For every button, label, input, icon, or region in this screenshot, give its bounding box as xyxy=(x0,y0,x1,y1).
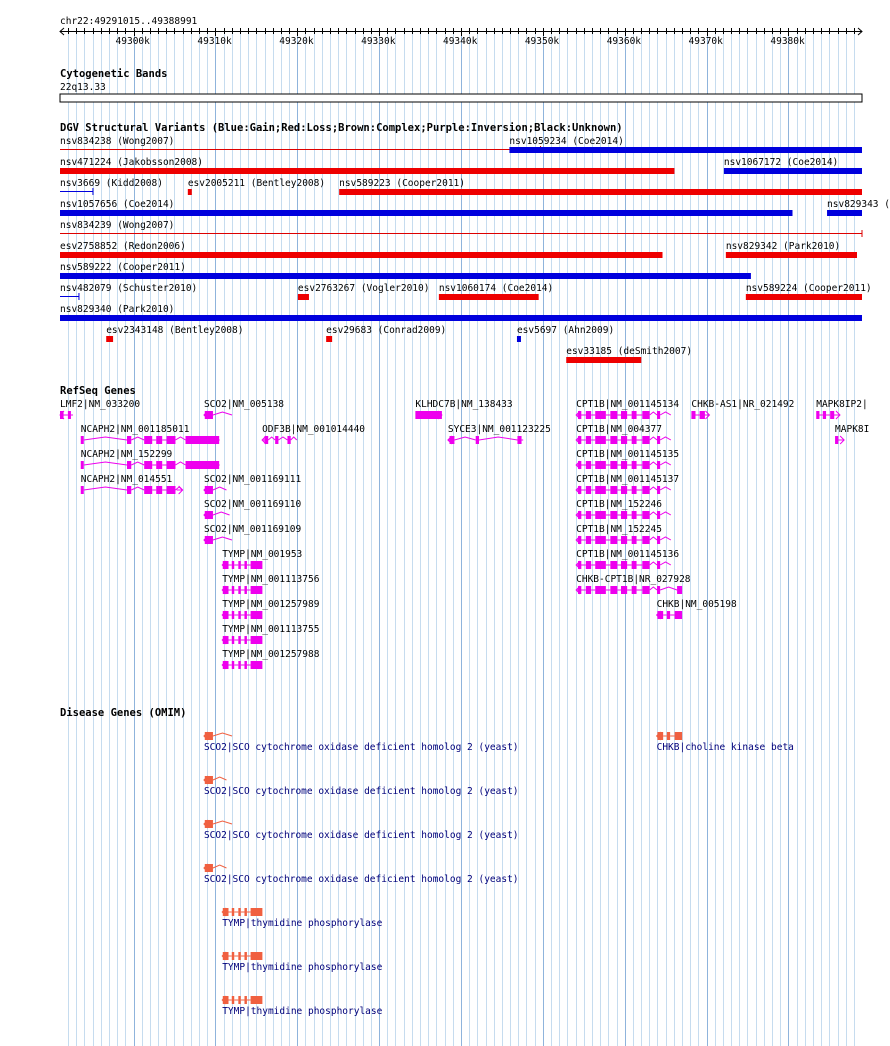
exon[interactable] xyxy=(167,436,176,444)
exon[interactable] xyxy=(632,536,637,544)
ruler-tick-label: 49350k xyxy=(524,36,560,47)
gene-label: TYMP|NM_001113756 xyxy=(222,574,320,585)
exon[interactable] xyxy=(238,661,240,669)
exon[interactable] xyxy=(835,436,838,444)
structural-variant[interactable] xyxy=(60,262,751,279)
gene-model[interactable] xyxy=(262,424,365,444)
exon[interactable] xyxy=(642,411,649,419)
gene-label: CHKB-AS1|NR_021492 xyxy=(691,399,795,410)
variant-bar[interactable] xyxy=(298,294,309,300)
gene-model[interactable] xyxy=(204,499,302,519)
structural-variant[interactable] xyxy=(827,199,890,216)
gene-label: NCAPH2|NM_014551 xyxy=(80,474,173,485)
gene-model[interactable] xyxy=(222,996,382,1017)
exon[interactable] xyxy=(244,586,246,594)
exon[interactable] xyxy=(232,908,234,916)
exon[interactable] xyxy=(244,952,246,960)
gene-label: TYMP|NM_001113755 xyxy=(222,624,320,635)
exon[interactable] xyxy=(586,561,591,569)
exon[interactable] xyxy=(244,561,246,569)
exon[interactable] xyxy=(657,486,660,494)
exon[interactable] xyxy=(232,636,234,644)
intron xyxy=(660,562,671,565)
variant-label: nsv589224 (Cooper2011) xyxy=(745,283,872,294)
variant-label: esv2005211 (Bentley2008) xyxy=(187,178,326,189)
gene-model[interactable] xyxy=(222,908,382,929)
variant-label: esv2343148 (Bentley2008) xyxy=(106,325,244,336)
gene-label: TYMP|NM_001257988 xyxy=(222,649,320,660)
exon[interactable] xyxy=(642,511,649,519)
gene-model[interactable] xyxy=(204,820,519,841)
exon[interactable] xyxy=(232,996,234,1004)
exon[interactable] xyxy=(610,536,617,544)
gene-model[interactable] xyxy=(576,399,679,419)
exon[interactable] xyxy=(251,996,263,1004)
gene-label: TYMP|NM_001257989 xyxy=(222,599,320,610)
gene-label: MAPK8IP2| xyxy=(816,399,868,410)
variant-bar[interactable] xyxy=(509,147,862,153)
gene-model[interactable] xyxy=(222,952,382,973)
exon[interactable] xyxy=(632,436,637,444)
structural-variant[interactable] xyxy=(60,178,163,195)
variant-label: nsv829342 (Park2010) xyxy=(725,241,841,252)
exon[interactable] xyxy=(823,411,826,419)
variant-bar[interactable] xyxy=(60,168,674,174)
exon[interactable] xyxy=(244,996,246,1004)
exon[interactable] xyxy=(127,436,131,444)
exon[interactable] xyxy=(642,436,649,444)
exon[interactable] xyxy=(595,411,606,419)
exon[interactable] xyxy=(657,561,660,569)
exon[interactable] xyxy=(156,486,162,494)
exon[interactable] xyxy=(68,411,71,419)
exon[interactable] xyxy=(586,461,591,469)
gene-label: SCO2|SCO cytochrome oxidase deficient homolog 2 (yeast) xyxy=(203,830,519,841)
variant-label: esv2763267 (Vogler2010) xyxy=(297,283,430,294)
exon[interactable] xyxy=(144,461,152,469)
variant-label: nsv1059234 (Coe2014) xyxy=(509,136,624,147)
variant-label: esv29683 (Conrad2009) xyxy=(326,325,447,336)
gene-model[interactable] xyxy=(60,399,140,419)
exon[interactable] xyxy=(238,611,240,619)
variant-label: nsv1060174 (Coe2014) xyxy=(438,283,554,294)
exon[interactable] xyxy=(595,586,606,594)
structural-variant[interactable] xyxy=(60,241,663,258)
exon[interactable] xyxy=(586,436,591,444)
exon[interactable] xyxy=(642,536,649,544)
gene-label: TYMP|thymidine phosphorylase xyxy=(222,918,383,929)
exon[interactable] xyxy=(632,461,637,469)
exon[interactable] xyxy=(675,611,683,619)
variant-label: nsv834239 (Wong2007) xyxy=(60,220,175,231)
variant-bar[interactable] xyxy=(746,294,862,300)
variant-bar[interactable] xyxy=(517,336,521,342)
gene-model[interactable] xyxy=(576,574,691,594)
exon[interactable] xyxy=(621,511,627,519)
exon[interactable] xyxy=(251,636,263,644)
exon[interactable] xyxy=(586,411,591,419)
exon[interactable] xyxy=(610,411,617,419)
intron xyxy=(650,537,657,540)
gene-label: CPT1B|NM_001145136 xyxy=(576,549,680,560)
exon[interactable] xyxy=(127,461,131,469)
structural-variant[interactable] xyxy=(60,136,541,153)
exon[interactable] xyxy=(232,952,234,960)
exon[interactable] xyxy=(156,461,162,469)
exon[interactable] xyxy=(632,411,637,419)
intron xyxy=(454,437,475,440)
intron xyxy=(650,512,657,515)
exon[interactable] xyxy=(244,636,246,644)
omim-track-title: Disease Genes (OMIM) xyxy=(60,707,187,719)
exon[interactable] xyxy=(632,561,637,569)
intron xyxy=(650,462,657,465)
intron xyxy=(84,462,127,465)
variant-label: nsv471224 (Jakobsson2008) xyxy=(60,157,203,168)
variant-label: nsv589223 (Cooper2011) xyxy=(339,178,466,189)
exon[interactable] xyxy=(238,908,240,916)
intron xyxy=(660,462,671,465)
exon[interactable] xyxy=(586,511,591,519)
gene-model[interactable] xyxy=(576,549,679,569)
gene-model[interactable] xyxy=(835,424,869,444)
intron xyxy=(660,512,671,515)
gene-label: LMF2|NM_033200 xyxy=(60,399,141,410)
intron xyxy=(479,437,517,440)
exon[interactable] xyxy=(238,952,240,960)
gene-label: CPT1B|NM_004377 xyxy=(576,424,662,435)
exon[interactable] xyxy=(632,511,637,519)
exon[interactable] xyxy=(667,732,670,740)
variant-label: esv2758852 (Redon2006) xyxy=(60,241,186,252)
exon[interactable] xyxy=(476,436,479,444)
exon[interactable] xyxy=(81,436,84,444)
gene-label: SCO2|NM_005138 xyxy=(203,399,285,410)
structural-variant[interactable] xyxy=(726,241,857,258)
dgv-track-title: DGV Structural Variants (Blue:Gain;Red:Loss;Brown:Complex;Purple:Inversion;Black:Unknown) xyxy=(60,122,623,134)
gene-model[interactable] xyxy=(657,599,737,619)
exon[interactable] xyxy=(595,536,606,544)
exon[interactable] xyxy=(642,561,649,569)
gene-label: TYMP|thymidine phosphorylase xyxy=(222,962,383,973)
exon[interactable] xyxy=(251,611,263,619)
exon[interactable] xyxy=(595,436,606,444)
exon[interactable] xyxy=(144,486,152,494)
exon[interactable] xyxy=(657,511,660,519)
exon[interactable] xyxy=(232,561,234,569)
exon[interactable] xyxy=(610,486,617,494)
variant-label: nsv589222 (Cooper2011) xyxy=(60,262,186,273)
intron xyxy=(291,437,297,440)
gene-model[interactable] xyxy=(576,449,679,469)
exon[interactable] xyxy=(610,436,617,444)
exon[interactable] xyxy=(81,461,84,469)
gene-label: SCO2|NM_001169110 xyxy=(203,499,302,510)
gene-model[interactable] xyxy=(204,864,519,885)
exon[interactable] xyxy=(81,486,84,494)
gene-label: CHKB|choline kinase beta xyxy=(656,742,794,753)
gene-model[interactable] xyxy=(81,474,183,494)
exon[interactable] xyxy=(675,732,683,740)
variant-label: nsv829343 ( xyxy=(827,199,890,210)
exon[interactable] xyxy=(251,952,263,960)
intron xyxy=(660,412,671,415)
dgv-track[interactable] xyxy=(60,136,890,363)
intron xyxy=(650,412,657,415)
exon[interactable] xyxy=(657,586,660,594)
exon[interactable] xyxy=(667,611,670,619)
exon[interactable] xyxy=(251,661,263,669)
variant-bar[interactable] xyxy=(326,336,332,342)
cytoband-label: 22q13.33 xyxy=(60,82,106,93)
variant-bar[interactable] xyxy=(726,252,857,258)
exon[interactable] xyxy=(232,611,234,619)
exon[interactable] xyxy=(232,661,234,669)
gene-label: NCAPH2|NM_001185011 xyxy=(80,424,190,435)
variant-bar[interactable] xyxy=(60,315,862,321)
exon[interactable] xyxy=(642,461,649,469)
structural-variant[interactable] xyxy=(509,136,862,153)
variant-label: nsv482079 (Schuster2010) xyxy=(60,283,198,294)
exon[interactable] xyxy=(610,586,617,594)
gene-label: CHKB|NM_005198 xyxy=(656,599,737,610)
exon[interactable] xyxy=(595,461,606,469)
gene-model[interactable] xyxy=(204,474,302,494)
intron xyxy=(278,437,287,440)
exon[interactable] xyxy=(167,486,176,494)
variant-label: nsv834238 (Wong2007) xyxy=(60,136,175,147)
exon[interactable] xyxy=(621,436,627,444)
intron xyxy=(660,487,671,490)
exon[interactable] xyxy=(830,411,834,419)
variant-bar[interactable] xyxy=(60,273,751,279)
intron xyxy=(650,487,657,490)
gene-model[interactable] xyxy=(576,524,671,544)
structural-variant[interactable] xyxy=(746,283,872,300)
gene-label: SYCE3|NM_001123225 xyxy=(447,424,551,435)
variant-label: esv5697 (Ahn2009) xyxy=(516,325,615,336)
exon[interactable] xyxy=(595,511,606,519)
intron xyxy=(650,562,657,565)
gene-model[interactable] xyxy=(816,399,867,419)
gene-label: SCO2|NM_001169111 xyxy=(203,474,302,485)
gene-label: CPT1B|NM_001145137 xyxy=(576,474,680,485)
exon[interactable] xyxy=(632,586,637,594)
gene-label: SCO2|SCO cytochrome oxidase deficient homolog 2 (yeast) xyxy=(203,874,519,885)
variant-bar[interactable] xyxy=(188,189,192,195)
gene-model[interactable] xyxy=(204,732,519,753)
variant-label: nsv1067172 (Coe2014) xyxy=(723,157,839,168)
structural-variant[interactable] xyxy=(724,157,862,174)
gene-model[interactable] xyxy=(576,474,679,494)
gene-model[interactable] xyxy=(222,549,302,569)
ruler-tick-label: 49300k xyxy=(115,36,150,47)
exon[interactable] xyxy=(657,536,660,544)
exon[interactable] xyxy=(657,411,660,419)
structural-variant[interactable] xyxy=(60,283,197,300)
intron xyxy=(84,487,127,490)
exon[interactable] xyxy=(677,586,682,594)
gene-label: MAPK8I xyxy=(835,424,870,435)
gene-label: ODF3B|NM_001014440 xyxy=(262,424,366,435)
intron xyxy=(650,587,657,590)
gene-model[interactable] xyxy=(576,499,671,519)
exon[interactable] xyxy=(642,486,649,494)
gene-label: TYMP|NM_001953 xyxy=(222,549,303,560)
exon[interactable] xyxy=(244,908,246,916)
exon[interactable] xyxy=(127,486,131,494)
intron xyxy=(175,437,185,440)
variant-bar[interactable] xyxy=(827,210,862,216)
exon[interactable] xyxy=(144,436,152,444)
intron xyxy=(175,462,185,465)
exon[interactable] xyxy=(632,486,637,494)
intron xyxy=(660,537,671,540)
intron xyxy=(650,437,657,440)
intron xyxy=(268,437,275,440)
exon[interactable] xyxy=(816,411,819,419)
exon[interactable] xyxy=(595,486,606,494)
variant-bar[interactable] xyxy=(106,336,113,342)
exon[interactable] xyxy=(610,561,617,569)
exon[interactable] xyxy=(244,661,246,669)
exon[interactable] xyxy=(251,586,263,594)
gene-label: TYMP|thymidine phosphorylase xyxy=(222,1006,383,1017)
structural-variant[interactable] xyxy=(439,283,553,300)
exon[interactable] xyxy=(238,586,240,594)
variant-label: nsv3669 (Kidd2008) xyxy=(60,178,163,189)
gene-label: SCO2|SCO cytochrome oxidase deficient homolog 2 (yeast) xyxy=(203,742,519,753)
gene-label: NCAPH2|NM_152299 xyxy=(80,449,173,460)
coordinate-ruler[interactable] xyxy=(60,28,862,47)
exon[interactable] xyxy=(610,511,617,519)
exon[interactable] xyxy=(238,996,240,1004)
exon[interactable] xyxy=(642,586,649,594)
exon[interactable] xyxy=(621,486,627,494)
gene-label: CPT1B|NM_152245 xyxy=(576,524,662,535)
exon[interactable] xyxy=(251,908,263,916)
exon[interactable] xyxy=(517,436,521,444)
gene-label: KLHDC7B|NM_138433 xyxy=(415,399,513,410)
intron xyxy=(660,437,671,440)
locus-label: chr22:49291015..49388991 xyxy=(60,16,198,27)
exon[interactable] xyxy=(238,636,240,644)
gene-label: CPT1B|NM_001145135 xyxy=(576,449,680,460)
exon[interactable] xyxy=(275,436,278,444)
gene-label: CPT1B|NM_152246 xyxy=(576,499,662,510)
omim-track[interactable] xyxy=(204,732,794,1017)
gene-model[interactable] xyxy=(657,732,794,753)
exon[interactable] xyxy=(621,461,627,469)
variant-bar[interactable] xyxy=(60,210,792,216)
ruler-tick-label: 49310k xyxy=(197,36,232,47)
structural-variant[interactable] xyxy=(566,346,692,363)
intron xyxy=(84,437,127,440)
gene-model[interactable] xyxy=(204,524,302,544)
exon[interactable] xyxy=(586,486,591,494)
exon[interactable] xyxy=(621,411,627,419)
variant-bar[interactable] xyxy=(339,189,862,195)
gene-label: CHKB-CPT1B|NR_027928 xyxy=(576,574,691,585)
ruler-tick-label: 49330k xyxy=(361,36,396,47)
exon[interactable] xyxy=(586,586,591,594)
exon[interactable] xyxy=(167,461,176,469)
gene-label: CPT1B|NM_001145134 xyxy=(576,399,680,410)
cytoband-bar[interactable] xyxy=(60,94,862,102)
ruler-tick-label: 49380k xyxy=(770,36,805,47)
ruler-tick-label: 49370k xyxy=(688,36,723,47)
structural-variant[interactable] xyxy=(517,325,614,342)
exon[interactable] xyxy=(244,611,246,619)
variant-bar[interactable] xyxy=(439,294,539,300)
cytoband-track-title: Cytogenetic Bands xyxy=(60,68,168,80)
exon[interactable] xyxy=(621,561,627,569)
structural-variant[interactable] xyxy=(60,157,674,174)
gene-label: SCO2|NM_001169109 xyxy=(203,524,302,535)
exon[interactable] xyxy=(595,561,606,569)
variant-label: nsv1057656 (Coe2014) xyxy=(60,199,175,210)
gene-model[interactable] xyxy=(691,399,794,419)
ruler-tick-label: 49320k xyxy=(279,36,314,47)
ruler-tick-label: 49340k xyxy=(442,36,478,47)
gene-model[interactable] xyxy=(415,399,512,419)
exon[interactable] xyxy=(691,411,695,419)
exon[interactable] xyxy=(586,536,591,544)
exon[interactable] xyxy=(251,561,263,569)
gene-model[interactable] xyxy=(204,776,519,797)
exon[interactable] xyxy=(156,436,162,444)
exon[interactable] xyxy=(610,461,617,469)
variant-bar[interactable] xyxy=(566,357,641,363)
exon[interactable] xyxy=(232,586,234,594)
ruler-tick-label: 49360k xyxy=(606,36,642,47)
exon[interactable] xyxy=(287,436,290,444)
exon[interactable] xyxy=(621,536,627,544)
exon[interactable] xyxy=(657,436,660,444)
variant-bar[interactable] xyxy=(60,252,663,258)
variant-label: esv33185 (deSmith2007) xyxy=(566,346,693,357)
exon[interactable] xyxy=(657,461,660,469)
gene-model[interactable] xyxy=(576,424,671,444)
refseq-track-title: RefSeq Genes xyxy=(60,385,136,397)
variant-bar[interactable] xyxy=(724,168,862,174)
gene-label: SCO2|SCO cytochrome oxidase deficient homolog 2 (yeast) xyxy=(203,786,519,797)
exon[interactable] xyxy=(238,561,240,569)
variant-label: nsv829340 (Park2010) xyxy=(60,304,175,315)
exon[interactable] xyxy=(621,586,627,594)
gene-model[interactable] xyxy=(222,624,319,644)
